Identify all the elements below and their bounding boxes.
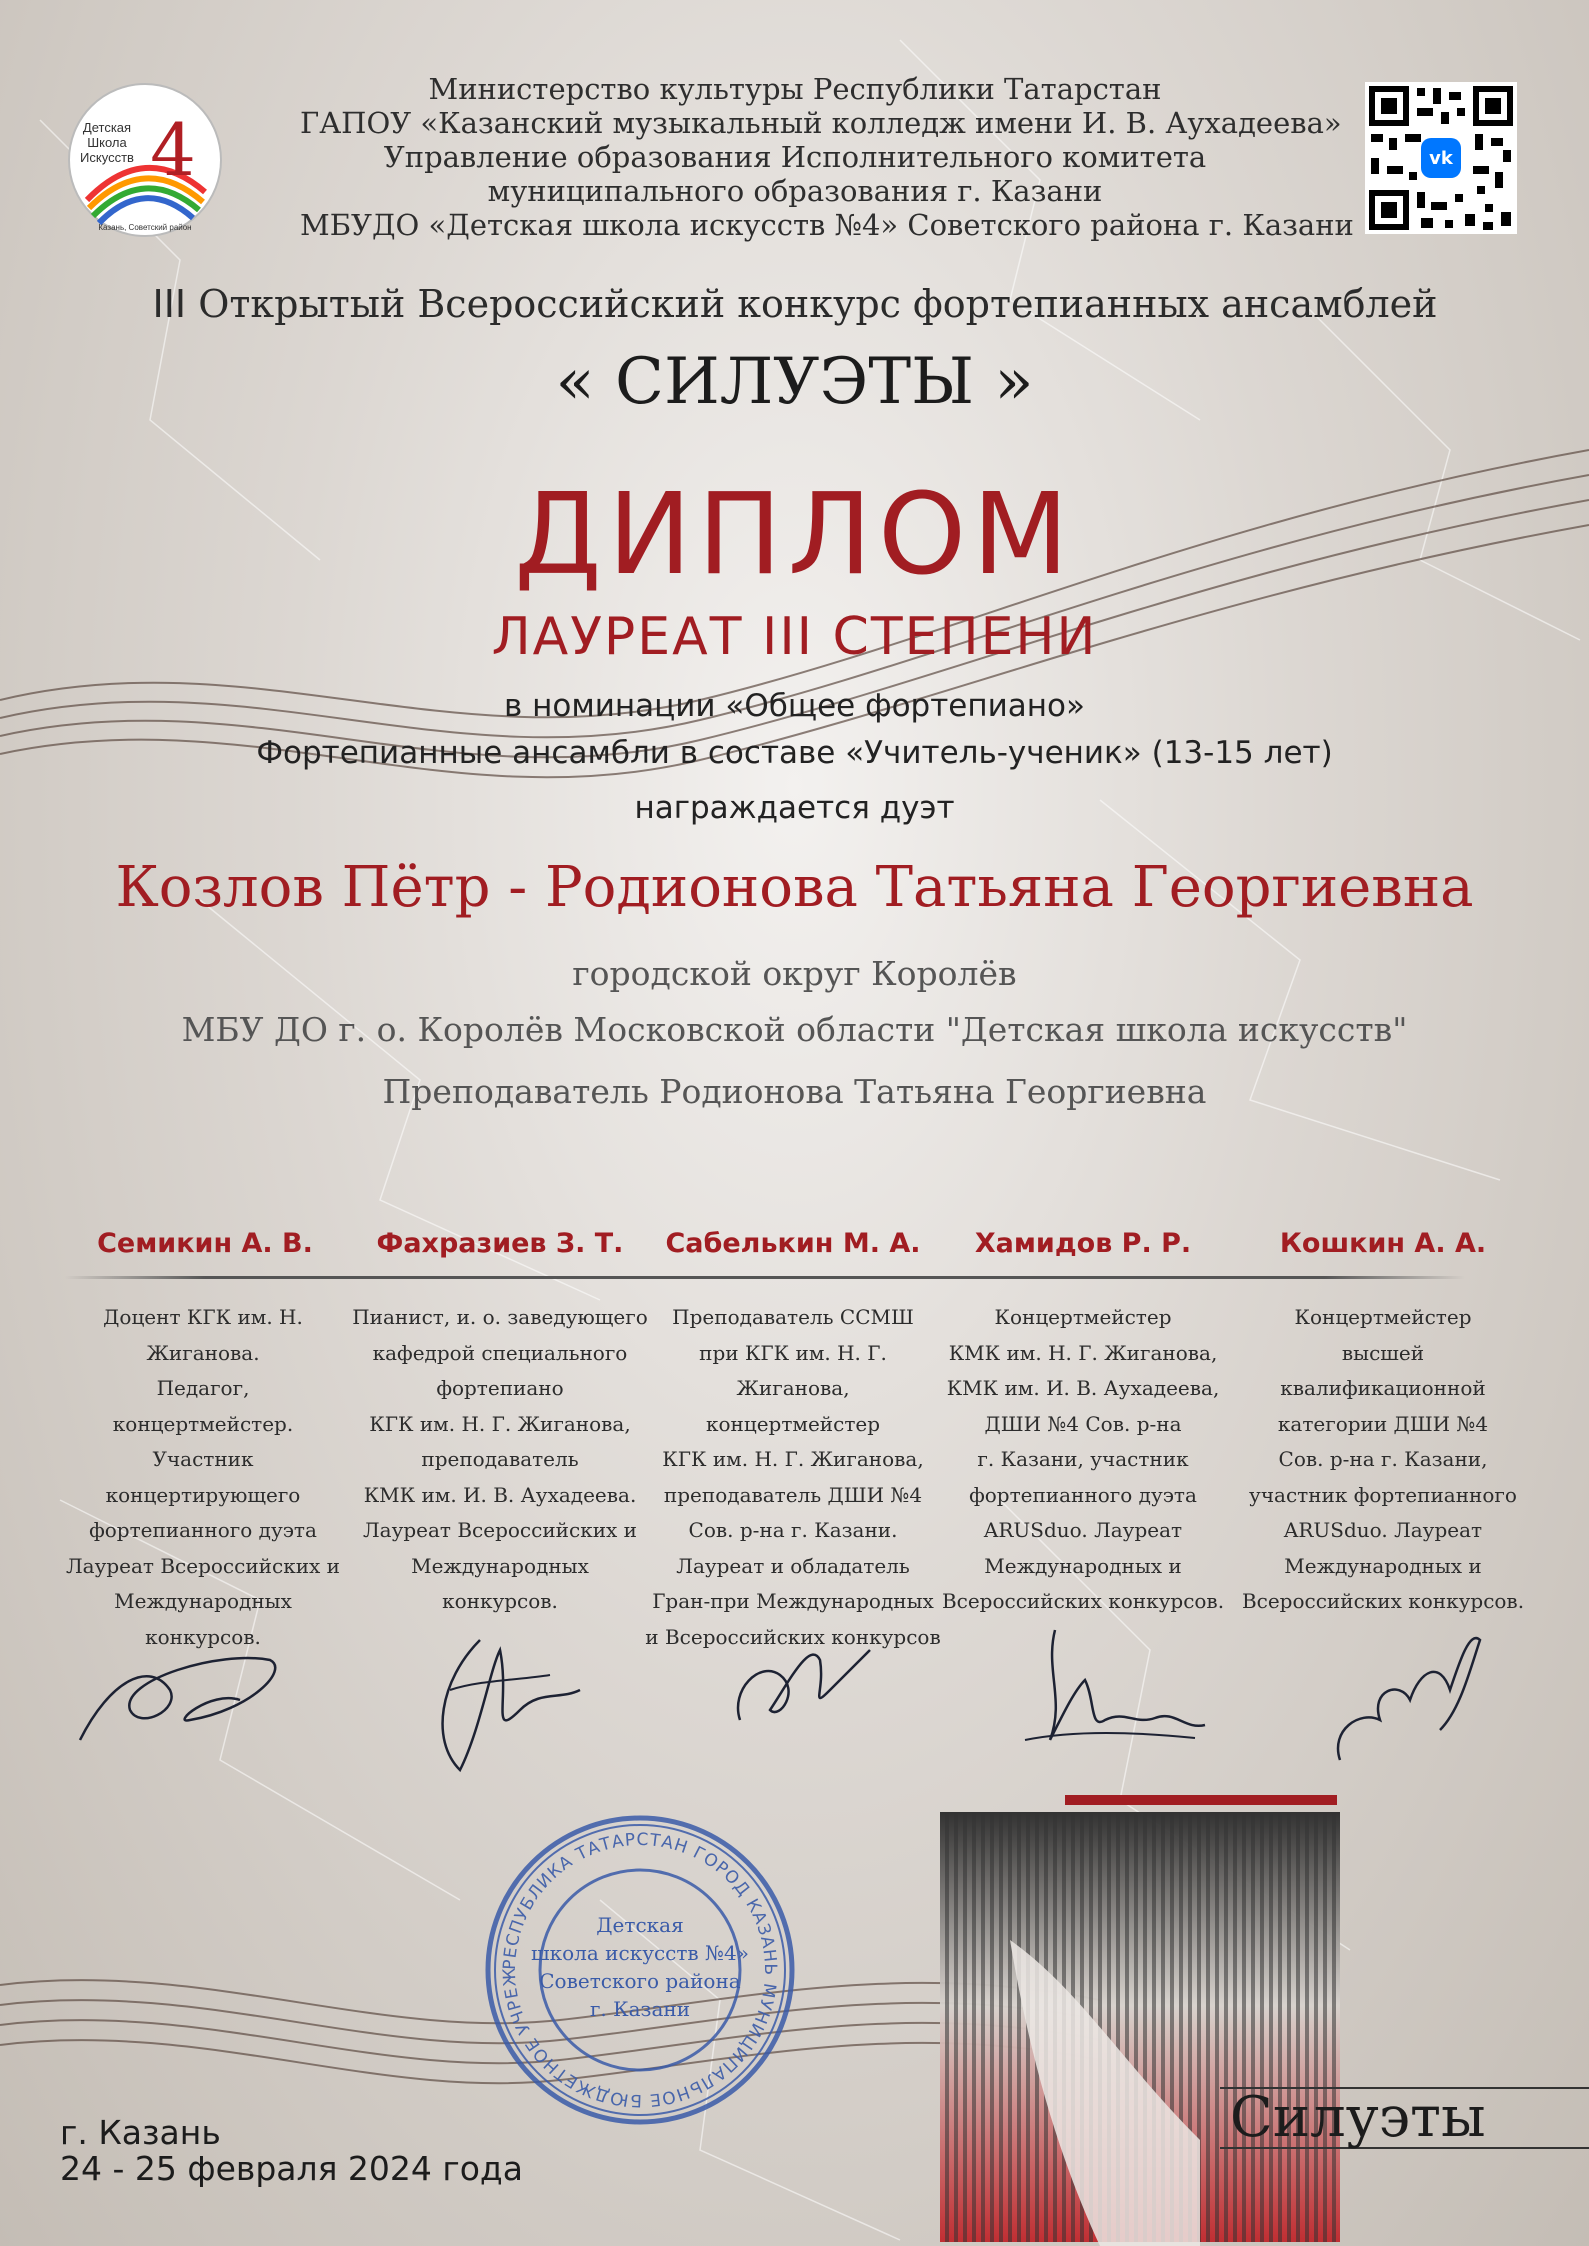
signature-fakhraziev <box>420 1620 600 1780</box>
logo-caption: Казань, Советский район <box>98 223 192 232</box>
header-line: муниципального образования г. Казани <box>487 174 1103 208</box>
stamp-line: Детская <box>596 1913 684 1937</box>
jury-description: Доцент КГК им. Н. Жиганова. Педагог, концертмейстер. Участник концертирующего фортепианного дуэта Лауреат Всероссийских и Международных конкурсов. <box>65 1305 340 1649</box>
award-text: награждается дуэт <box>634 790 955 826</box>
header-line: МБУДО «Детская школа искусств №4» Советского района г. Казани <box>300 208 1354 242</box>
stamp-line: Советского района <box>539 1969 741 1993</box>
jury-name: Кошкин А. А. <box>1279 1228 1487 1259</box>
jury-divider <box>65 1276 1465 1279</box>
svg-text:vk: vk <box>1429 148 1453 169</box>
signature-semikin <box>70 1620 300 1770</box>
school: МБУ ДО г. о. Королёв Московской области "Детская школа искусств" <box>181 1010 1408 1049</box>
teacher: Преподаватель Родионова Татьяна Георгиевна <box>382 1072 1207 1111</box>
jury-description: Пианист, и. о. заведующего кафедрой специального фортепиано КГК им. Н. Г. Жиганова, преподаватель КМК им. И. В. Аухадеева. Лауреат Всероссийских и Международных конкурсов. <box>352 1305 648 1613</box>
logo-number: 4 <box>150 108 196 192</box>
signature-koshkin <box>1320 1620 1500 1770</box>
city: г. Казань <box>60 2113 221 2152</box>
jury-name: Хамидов Р. Р. <box>974 1228 1192 1259</box>
jury-name: Сабелькин М. А. <box>665 1228 921 1259</box>
recipients: Козлов Пётр - Родионова Татьяна Георгиевна <box>115 855 1474 920</box>
organizers-header <box>300 72 1354 242</box>
nomination: в номинации «Общее фортепиано» <box>504 688 1085 724</box>
stamp-line: г. Казани <box>589 1997 691 2021</box>
jury-description: Концертмейстер высшей квалификационной категории ДШИ №4 Сов. р-на г. Казани, участник фортепианного ARUSduo. Лауреат Международных и Всероссийских конкурсов. <box>1241 1305 1525 1613</box>
logo-line-3: Искусств <box>80 150 134 165</box>
stamp-line: школа искусств №4» <box>531 1941 749 1965</box>
logo-line-1: Детская <box>82 120 132 135</box>
footer-place-date <box>60 2115 523 2187</box>
region: городской округ Королёв <box>572 954 1017 993</box>
jury-description: Преподаватель ССМШ при КГК им. Н. Г. Жиганова, концертмейстер КГК им. Н. Г. Жиганова, преподаватель ДШИ №4 Сов. р-на г. Казани. Лауреат и обладатель Гран-при Международных и Всероссийских конкурсов <box>645 1305 941 1649</box>
jury-name: Фахразиев З. Т. <box>376 1228 624 1259</box>
category: Фортепианные ансамбли в составе «Учитель-ученик» (13-15 лет) <box>256 735 1333 771</box>
official-stamp <box>480 1810 800 2130</box>
contest-title <box>120 282 1470 326</box>
contest-title-text: Открытый Всероссийский конкурс фортепианных ансамблей <box>198 282 1438 326</box>
dates: 24 - 25 февраля 2024 года <box>60 2149 523 2188</box>
laureate-degree: ЛАУРЕАТ III СТЕПЕНИ <box>491 607 1098 667</box>
contest-numeral: III <box>152 282 187 326</box>
qr-code-graphic <box>1365 82 1517 234</box>
jury-description: Концертмейстер КМК им. Н. Г. Жиганова, КМК им. И. В. Аухадеева, ДШИ №4 Сов. р-на г. Казани, участник фортепианного дуэта ARUSduo. Лауреат Международных и Всероссийских конкурсов. <box>941 1305 1225 1613</box>
header-line: ГАПОУ «Казанский музыкальный колледж имени И. В. Аухадеева» <box>300 106 1342 140</box>
school-logo <box>65 80 225 240</box>
signature-sabelkin <box>720 1620 880 1740</box>
brand-mark: Силуэты <box>1230 2085 1486 2150</box>
header-line: Управление образования Исполнительного комитета <box>383 140 1207 174</box>
diploma-title: ДИПЛОМ <box>514 470 1075 600</box>
signature-khamidov <box>1015 1620 1215 1770</box>
logo-line-2: Школа <box>87 135 127 150</box>
qr-code[interactable] <box>1365 82 1517 234</box>
contest-name: « СИЛУЭТЫ » <box>555 345 1034 419</box>
jury-name: Семикин А. В. <box>97 1228 313 1259</box>
header-line: Министерство культуры Республики Татарстан <box>428 72 1162 106</box>
stamp-ring-text: РЕСПУБЛИКА ТАТАРСТАН ГОРОД КАЗАНЬ МУНИЦИПАЛЬНОЕ БЮДЖЕТНОЕ УЧРЕЖ <box>499 1829 781 2111</box>
